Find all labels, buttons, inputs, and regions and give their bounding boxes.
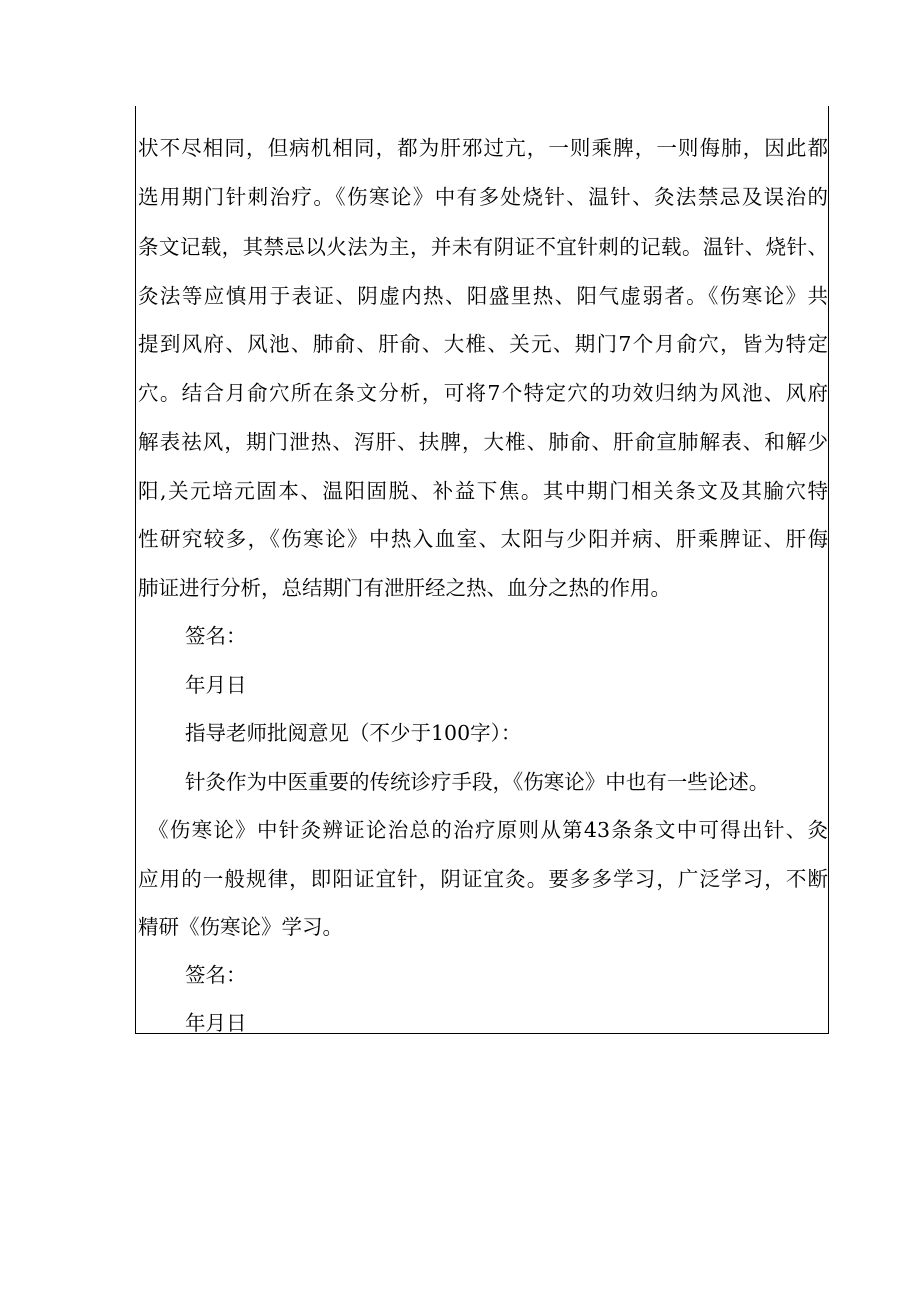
teacher-signature-label: 签名： — [185, 963, 247, 987]
student-date-label: 年月日 — [185, 673, 247, 697]
body-line-10: 肺证进行分析，总结期门有泄肝经之热、血分之热的作用。 — [138, 576, 671, 600]
body-line-3: 条文记载，其禁忌以火法为主，并未有阴证不宜针刺的记载。温针、烧针、 — [138, 235, 828, 259]
comment-line-2: 《伤寒论》中针灸辨证论治总的治疗原则从第43条条文中可得出针、灸 — [148, 818, 828, 842]
comment-line-1: 针灸作为中医重要的传统诊疗手段，《伤寒论》中也有一些论述。 — [185, 770, 770, 794]
body-line-8: 阳,关元培元固本、温阳固脱、补益下焦。其中期门相关条文及其腧穴特 — [138, 479, 828, 503]
body-line-5: 提到风府、风池、肺俞、肝俞、大椎、关元、期门7个月俞穴，皆为特定 — [138, 332, 828, 356]
body-line-4: 灸法等应慎用于表证、阴虚内热、阳盛里热、阳气虚弱者。《伤寒论》共 — [138, 284, 828, 308]
body-line-7: 解表祛风，期门泄热、泻肝、扶脾，大椎、肺俞、肝俞宣肺解表、和解少 — [138, 430, 828, 454]
body-line-6: 穴。结合月俞穴所在条文分析，可将7个特定穴的功效归纳为风池、风府 — [138, 381, 828, 405]
comment-line-3: 应用的一般规律，即阳证宜针，阴证宜灸。要多多学习，广泛学习，不断 — [138, 867, 828, 891]
body-line-9: 性研究较多，《伤寒论》中热入血室、太阳与少阳并病、肝乘脾证、肝侮 — [138, 527, 828, 551]
comment-line-4: 精研《伤寒论》学习。 — [138, 915, 343, 939]
body-line-1: 状不尽相同，但病机相同，都为肝邪过亢，一则乘脾，一则侮肺，因此都 — [138, 136, 828, 160]
teacher-comment-heading: 指导老师批阅意见（不少于100字）： — [185, 721, 522, 745]
student-signature-label: 签名： — [185, 624, 247, 648]
teacher-date-label: 年月日 — [185, 1011, 247, 1035]
body-line-2: 选用期门针刺治疗。《伤寒论》中有多处烧针、温针、灸法禁忌及误治的 — [138, 185, 828, 209]
